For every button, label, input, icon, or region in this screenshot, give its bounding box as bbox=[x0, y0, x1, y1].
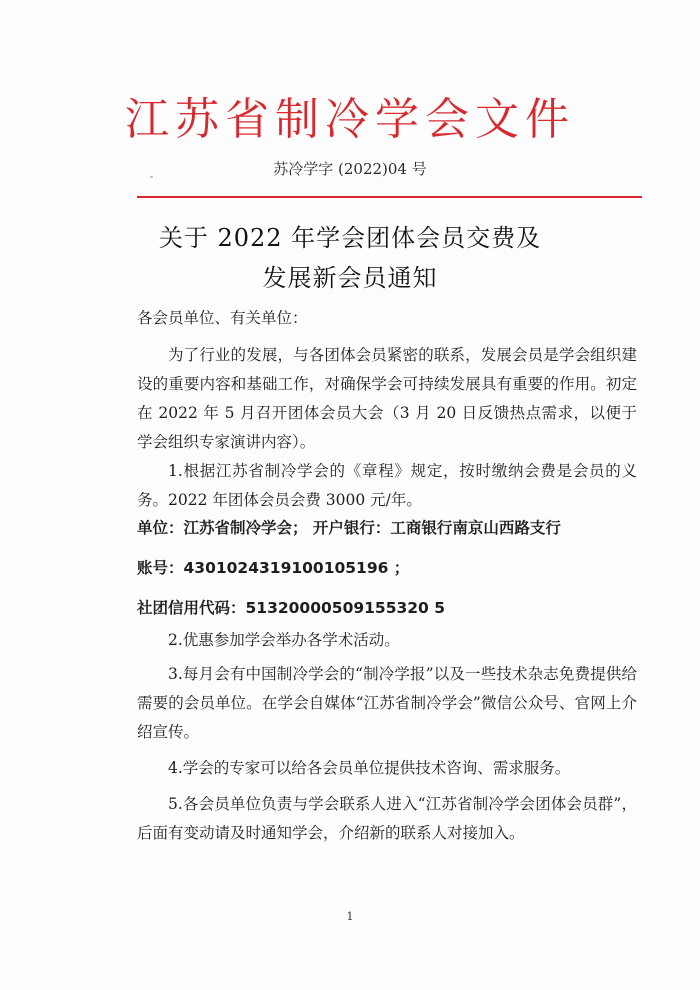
document-number: 苏冷学字 (2022)04 号 bbox=[273, 160, 427, 178]
document-header-title: 江苏省制冷学会文件 bbox=[125, 94, 575, 145]
item-4-paragraph: 4.学会的专家可以给各会员单位提供技术咨询、需求服务。 bbox=[168, 759, 571, 777]
salutation: 各会员单位、有关单位： bbox=[137, 309, 308, 327]
header-red-rule bbox=[137, 196, 642, 198]
item-1-paragraph: 1.根据江苏省制冷学会的《章程》规定，按时缴纳会费是会员的义务。2022 年团体会员会费 3000 元/年。 bbox=[137, 462, 637, 509]
page-number: 1 bbox=[346, 910, 354, 923]
notice-title-line2: 发展新会员通知 bbox=[262, 264, 438, 292]
item-3-paragraph: 3.每月会有中国制冷学会的“制冷学报”以及一些技术杂志免费提供给需要的会员单位。在学会自媒体“江苏省制冷学会”微信公众号、官网上介绍宣传。 bbox=[137, 665, 637, 741]
intro-paragraph: 为了行业的发展，与各团体会员紧密的联系，发展会员是学会组织建设的重要内容和基础工作，对确保学会可持续发展具有重要的作用。初定在 2022 年 5 月召开团体会员大会（3 月 20 日反馈热点需求，以便于学会组织专家演讲内容）。 bbox=[137, 346, 637, 451]
account-number-line: 账号：4301024319100105196 ； bbox=[137, 559, 410, 577]
bank-info-line: 单位：江苏省制冷学会； 开户银行：工商银行南京山西路支行 bbox=[137, 519, 561, 537]
item-5-paragraph: 5.各会员单位负责与学会联系人进入“江苏省制冷学会团体会员群”，后面有变动请及时通知学会，介绍新的联系人对接加入。 bbox=[137, 795, 637, 842]
credit-code-line: 社团信用代码：51320000509155320 5 bbox=[137, 599, 446, 617]
notice-title-line1: 关于 2022 年学会团体会员交费及 bbox=[158, 224, 542, 252]
item-2-paragraph: 2.优惠参加学会举办各学术活动。 bbox=[168, 631, 400, 649]
